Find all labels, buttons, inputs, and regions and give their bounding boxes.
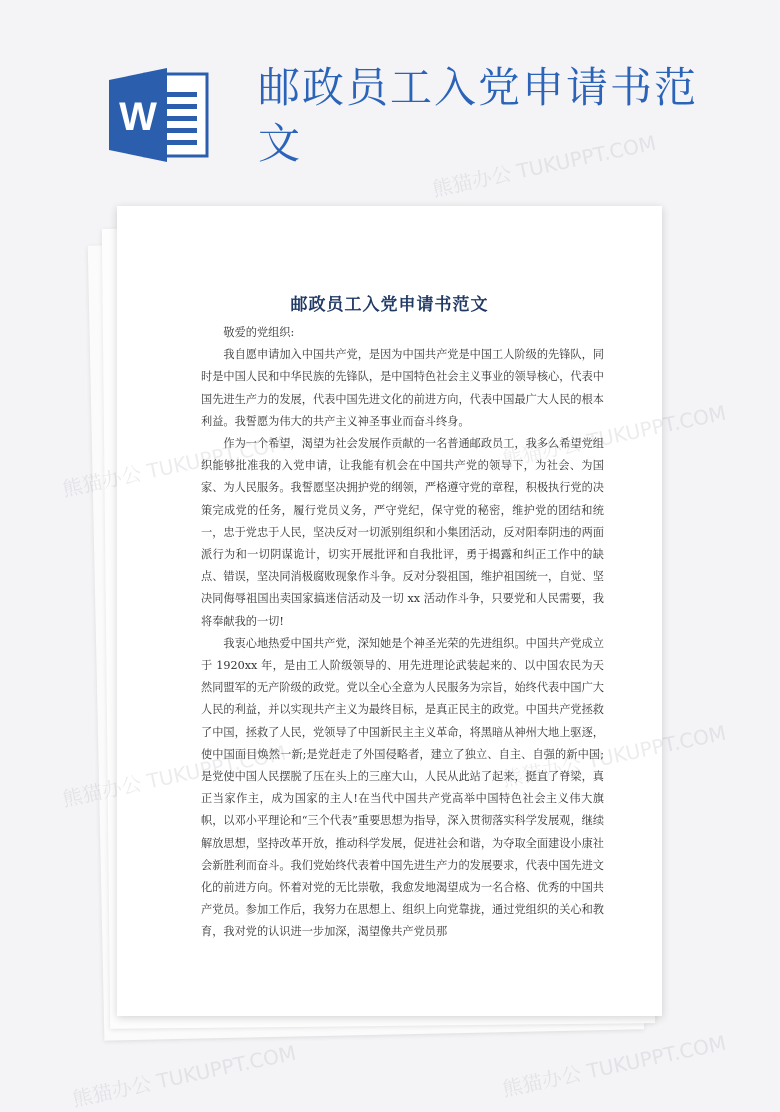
document-body xyxy=(201,322,604,944)
salutation: 敬爱的党组织: xyxy=(223,326,295,339)
header-title: 邮政员工入党申请书范文 xyxy=(258,63,699,168)
watermark: 熊猫办公 TUKUPPT.COM xyxy=(500,1030,729,1102)
paragraph-3: 我衷心地热爱中国共产党，深知她是个神圣光荣的先进组织。中国共产党成立于 1920xx 年，是由工人阶级领导的、用先进理论武装起来的、以中国农民为天然同盟军的无产阶级的政党。党以全心全意为人民服务为宗旨，始终代表中国广大人民的利益，并以实现共产主义为最终目标，是真正民主的政党。中国共产党拯救了中国，拯救了人民，党领导了中国新民主主义革命，将黑暗从神州大地上驱逐，使中国面目焕然一新;是党赶走了外国侵略者，建立了独立、自主、自强的新中国;是党使中国人民摆脱了压在头上的三座大山，人民从此站了起来，挺直了脊梁，真正当家作主，成为国家的主人!在当代中国共产党高举中国特色社会主义伟大旗帜，以邓小平理论和“三个代表”重要思想为指导，深入贯彻落实科学发展观，继续解放思想，坚持改革开放，推动科学发展，促进社会和谐，为夺取全面建设小康社会新胜利而奋斗。我们党始终代表着中国先进生产力的发展要求，代表中国先进文化的前进方向。怀着对党的无比崇敬，我愈发地渴望成为一名合格、优秀的中国共产党员。参加工作后，我努力在思想上、组织上向党靠拢，通过党组织的关心和教育，我对党的认识进一步加深，渴望像共产党员那 xyxy=(201,636,605,939)
header xyxy=(0,0,780,200)
word-icon-letter: W xyxy=(119,95,157,139)
watermark: 熊猫办公 TUKUPPT.COM xyxy=(70,1040,299,1112)
paragraph-1: 我自愿申请加入中国共产党，是因为中国共产党是中国工人阶级的先锋队，同时是中国人民和中华民族的先锋队，是中国特色社会主义事业的领导核心，代表中国先进生产力的发展，代表中国先进文化的前进方向，代表中国最广大人民的根本利益。我誓愿为伟大的共产主义神圣事业而奋斗终身。 xyxy=(201,348,604,428)
watermark: 熊猫办公 TUKUPPT.COM xyxy=(430,130,659,202)
document-title: 邮政员工入党申请书范文 xyxy=(290,295,489,315)
word-document-icon xyxy=(109,68,209,162)
paragraph-2: 作为一个希望，渴望为社会发展作贡献的一名普通邮政员工，我多么希望党组织能够批准我的入党申请，让我能有机会在中国共产党的领导下，为社会、为国家、为人民服务。我誓愿坚决拥护党的纲领，严格遵守党的章程，积极执行党的决策完成党的任务，履行党员义务，严守党纪，保守党的秘密，维护党的团结和统一，忠于党忠于人民，坚决反对一切派别组织和小集团活动，反对阳奉阴违的两面派行为和一切阴谋诡计，切实开展批评和自我批评，勇于揭露和纠正工作中的缺点、错误，坚决同消极腐败现象作斗争。反对分裂祖国，维护祖国统一，自觉、坚决同侮辱祖国出卖国家搞迷信活动及一切 xx 活动作斗争，只要党和人民需要，我将奉献我的一切! xyxy=(201,437,604,628)
document-page xyxy=(117,206,662,1016)
